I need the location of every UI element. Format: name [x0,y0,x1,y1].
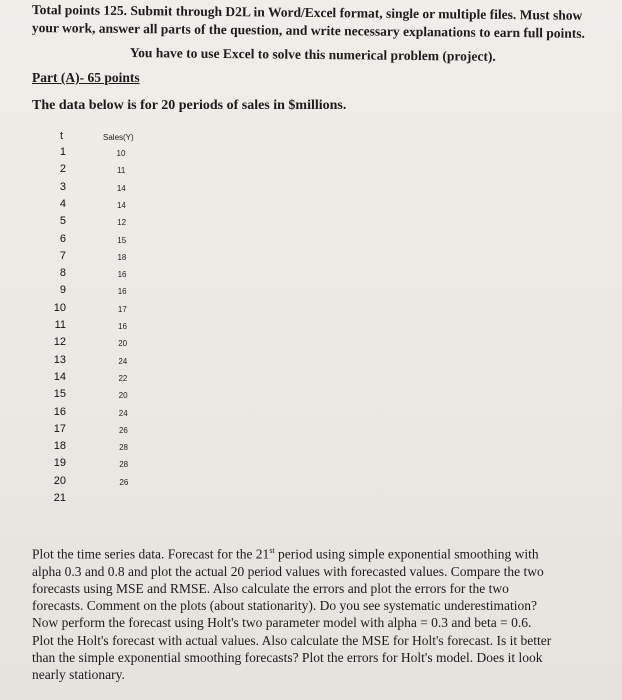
sales-cell: 28 [119,460,129,470]
sales-cell: 20 [118,339,128,349]
header-line-1: Total points 125. Submit through D2L in Word/Excel format, single or multiple files. Must show [31,2,583,23]
sales-cell: 11 [116,166,126,176]
sales-cell: 16 [118,322,127,331]
instruction-line-4: forecasts. Comment on the plots (about stationarity). Do you see systematic underestimation? [32,598,538,614]
sales-cell: 16 [117,270,127,280]
period-cell: 5 [59,215,66,228]
period-cell: 10 [53,301,66,314]
sales-cell: 24 [118,408,128,418]
sales-cell: 14 [116,183,126,193]
period-cell: 20 [53,474,66,487]
instruction-line-8: nearly stationary. [32,666,125,682]
instruction-line-6: Plot the Holt's forecast with actual values. Also calculate the MSE for Holt's forecast. Is it better [32,632,552,648]
instruction-line-1: Plot the time series data. Forecast for the 21st period using simple exponential smoothing with [32,546,539,562]
instruction-line-2: alpha 0.3 and 0.8 and plot the actual 20 period values with forecasted values. Compare the two [32,563,544,579]
period-cell: 21 [53,492,66,504]
instruction-line-7: than the simple exponential smoothing forecasts? Plot the errors for Holt's model. Does it look [32,649,543,665]
period-cell: 17 [53,422,66,435]
period-cell: 9 [59,284,66,297]
sales-cell: 10 [116,149,126,158]
header-line-2: your work, answer all parts of the question, and write necessary explanations to earn full points. [31,20,586,41]
instruction-line-5: Now perform the forecast using Holt's two parameter model with alpha = 0.3 and beta = 0.6. [32,615,532,631]
sales-cell: 24 [118,356,128,366]
sales-cell: 17 [117,304,127,314]
sales-cell: 26 [119,477,129,487]
table-header-t: t [60,130,64,142]
sales-cell: 12 [117,218,127,228]
instruction-line-3: forecasts using MSE and RMSE. Also calculate the errors and plot the errors for the two [32,580,509,596]
sales-cell: 28 [119,443,128,453]
period-cell: 3 [59,180,66,193]
period-cell: 18 [53,440,66,453]
sales-cell: 16 [117,287,127,297]
period-cell: 6 [59,232,66,245]
sales-cell: 15 [117,235,127,245]
period-cell: 1 [59,146,66,158]
sales-cell: 14 [116,200,126,210]
period-cell: 2 [59,163,66,176]
period-cell: 15 [53,388,66,401]
instructions-paragraph [32,542,592,683]
period-cell: 12 [53,336,66,349]
header-line-3: You have to use Excel to solve this numerical problem (project). [129,45,496,64]
sales-cell: 20 [118,391,128,401]
table-header-sales: Sales(Y) [103,133,134,142]
sales-cell: 26 [118,425,128,435]
period-cell: 16 [53,405,66,418]
period-cell: 14 [53,370,66,383]
period-cell: 13 [53,353,66,366]
data-intro: The data below is for 20 periods of sales in $millions. [32,98,347,113]
sales-cell: 18 [117,252,127,262]
part-a-heading: Part (A)- 65 points [32,70,140,85]
period-cell: 8 [59,267,66,280]
period-cell: 11 [54,319,66,331]
period-cell: 7 [59,249,66,262]
period-cell: 19 [53,457,66,470]
sales-cell: 22 [118,373,128,383]
period-cell: 4 [59,197,66,210]
